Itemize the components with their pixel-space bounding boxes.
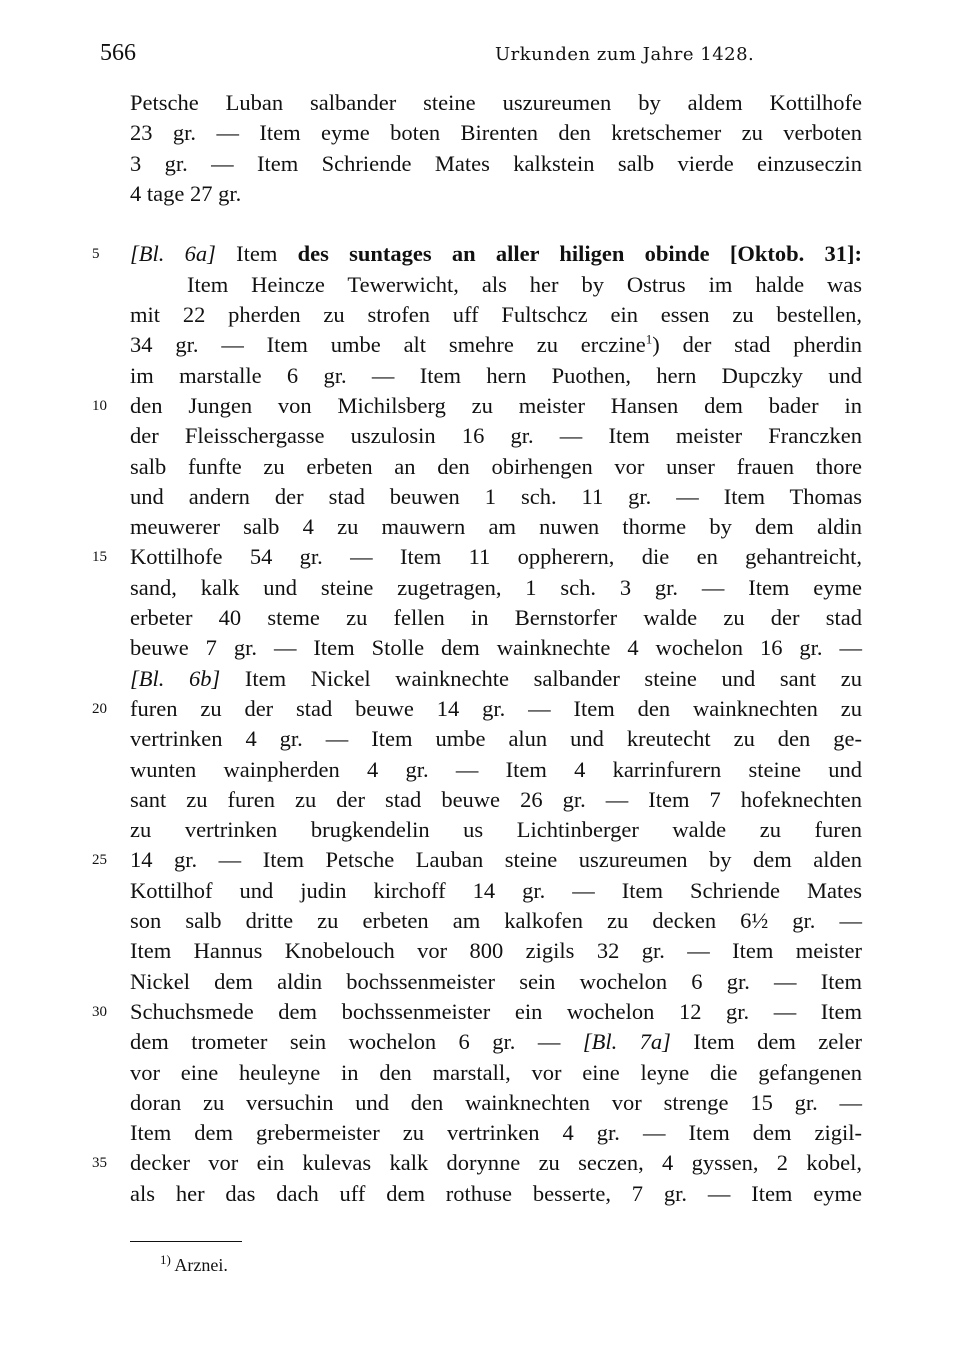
line-text: Item dem zeler — [670, 1029, 862, 1055]
text-line — [92, 391, 862, 421]
line-text: wunten wainpherden 4 gr. — Item 4 karrinfurern steine und — [130, 756, 862, 782]
line-text: Kottilhofe 54 gr. — Item 11 oppherern, die en gehantreicht, — [130, 544, 862, 570]
line-number: 30 — [92, 1003, 107, 1020]
line-text: decker vor ein kulevas kalk dorynne zu seczen, 4 gyssen, 2 kobel, — [130, 1150, 862, 1176]
text-line — [130, 300, 862, 330]
text-line — [130, 88, 862, 118]
line-text: Item Heincze Tewerwicht, als her by Ostrus im halde was — [187, 271, 862, 297]
text-line — [130, 755, 862, 785]
body-text — [92, 88, 862, 1209]
footnote-rule — [130, 1241, 242, 1242]
line-number: 25 — [92, 852, 107, 869]
footnote — [160, 1252, 228, 1276]
text-line — [130, 1058, 862, 1088]
line-text: 14 gr. — Item Petsche Lauban steine uszureumen by dem alden — [130, 847, 862, 873]
line-number: 10 — [92, 397, 107, 414]
line-text: und andern der stad beuwen 1 sch. 11 gr. — Item Thomas — [130, 483, 862, 509]
page-header — [100, 40, 862, 74]
line-text: erbeter 40 steme zu fellen in Bernstorfer walde zu der stad — [130, 605, 862, 631]
line-text: 4 tage 27 gr. — [130, 180, 242, 206]
line-text: Item Nickel wainknechte salbander steine und sant zu — [220, 665, 862, 691]
text-line — [130, 906, 862, 936]
line-text: zu vertrinken brugkendelin us Lichtinberger walde zu furen — [130, 817, 862, 843]
text-line — [130, 724, 862, 754]
text-line — [130, 785, 862, 815]
text-line — [130, 603, 862, 633]
page-number: 566 — [100, 40, 136, 66]
text-line — [92, 542, 862, 572]
line-text: doran zu versuchin und den wainknechten vor strenge 15 gr. — — [130, 1089, 862, 1115]
line-text: salb funfte zu erbeten an den obirhengen vor unser frauen thore — [130, 453, 862, 479]
text-line — [130, 149, 862, 179]
text-line — [130, 421, 862, 451]
text-line — [92, 694, 862, 724]
line-number: 35 — [92, 1155, 107, 1172]
line-text: im marstalle 6 gr. — Item hern Puothen, hern Dupczky und — [130, 362, 862, 388]
text-line — [130, 1027, 862, 1057]
footnote-text: Arznei. — [170, 1255, 228, 1275]
line-text: 34 gr. — Item umbe alt smehre zu erczine — [130, 332, 646, 358]
line-text: Kottilhof und judin kirchoff 14 gr. — Item Schriende Mates — [130, 877, 862, 903]
folio-reference: [Bl. 6a] — [130, 241, 216, 267]
line-number: 15 — [92, 549, 107, 566]
folio-reference: [Bl. 6b] — [130, 665, 221, 691]
text-line — [130, 633, 862, 663]
text-line — [130, 179, 862, 209]
line-text: Nickel dem aldin bochssenmeister sein wochelon 6 gr. — Item — [130, 968, 862, 994]
text-line — [130, 330, 862, 360]
line-text: beuwe 7 gr. — Item Stolle dem wainknechte 4 wochelon 16 gr. — — [130, 635, 862, 661]
line-text: vertrinken 4 gr. — Item umbe alun und kreutecht zu den ge- — [130, 726, 862, 752]
text-line — [92, 997, 862, 1027]
line-text: sant zu furen zu der stad beuwe 26 gr. — Item 7 hofeknechten — [130, 786, 862, 812]
line-text: vor eine heuleyne in den marstall, vor eine leyne die gefangenen — [130, 1059, 862, 1085]
line-text: als her das dach uff dem rothuse besserte, 7 gr. — Item eyme — [130, 1180, 862, 1206]
text-line — [130, 118, 862, 148]
line-text: Item — [215, 241, 298, 267]
line-text: den Jungen von Michilsberg zu meister Hansen dem bader in — [130, 392, 862, 418]
line-text: son salb dritte zu erbeten am kalkofen zu decken 6½ gr. — — [130, 908, 862, 934]
line-text: Item dem grebermeister zu vertrinken 4 gr. — Item dem zigil- — [130, 1120, 862, 1146]
text-line — [130, 482, 862, 512]
line-text: Schuchsmede dem bochssenmeister ein wochelon 12 gr. — Item — [130, 998, 862, 1024]
text-line — [130, 664, 862, 694]
line-text: Petsche Luban salbander steine uszureumen by aldem Kottilhofe — [130, 90, 862, 115]
text-line — [130, 1179, 862, 1209]
text-line — [130, 1088, 862, 1118]
line-number: 20 — [92, 700, 107, 717]
paragraph-gap — [130, 209, 862, 239]
line-text: Item Hannus Knobelouch vor 800 zigils 32 gr. — Item meister — [130, 938, 862, 964]
text-line — [130, 967, 862, 997]
text-line — [130, 815, 862, 845]
line-text: sand, kalk und steine zugetragen, 1 sch. 3 gr. — Item eyme — [130, 574, 862, 600]
text-line — [130, 361, 862, 391]
text-line — [130, 512, 862, 542]
text-line — [130, 936, 862, 966]
text-line — [130, 876, 862, 906]
line-text: der Fleisschergasse uszulosin 16 gr. — Item meister Franczken — [130, 423, 862, 449]
text-line — [130, 452, 862, 482]
text-line — [130, 270, 862, 300]
footnote-marker: 1) — [160, 1252, 171, 1267]
folio-reference: [Bl. 7a] — [582, 1029, 671, 1055]
line-text: 23 gr. — Item eyme boten Birenten den kretschemer zu verboten — [130, 120, 862, 146]
line-text: furen zu der stad beuwe 14 gr. — Item den wainknechten zu — [130, 695, 862, 721]
text-line — [92, 845, 862, 875]
line-text: meuwerer salb 4 zu mauwern am nuwen thorme by dem aldin — [130, 514, 862, 540]
line-number: 5 — [92, 246, 100, 263]
section-heading: des suntages an aller hiligen obinde [Oktob. 31]: — [297, 241, 862, 267]
footnote-reference: 1 — [645, 331, 653, 347]
text-line — [130, 573, 862, 603]
text-line — [92, 239, 862, 269]
line-text: dem trometer sein wochelon 6 gr. — — [130, 1029, 583, 1055]
line-text: 3 gr. — Item Schriende Mates kalkstein salb vierde einzuseczin — [130, 150, 862, 176]
running-title: Urkunden zum Jahre 1428. — [495, 44, 755, 65]
line-text: ) der stad pherdin — [652, 332, 862, 358]
text-line — [130, 1118, 862, 1148]
text-line — [92, 1148, 862, 1178]
line-text: mit 22 pherden zu strofen uff Fultschcz ein essen zu bestellen, — [130, 302, 862, 328]
